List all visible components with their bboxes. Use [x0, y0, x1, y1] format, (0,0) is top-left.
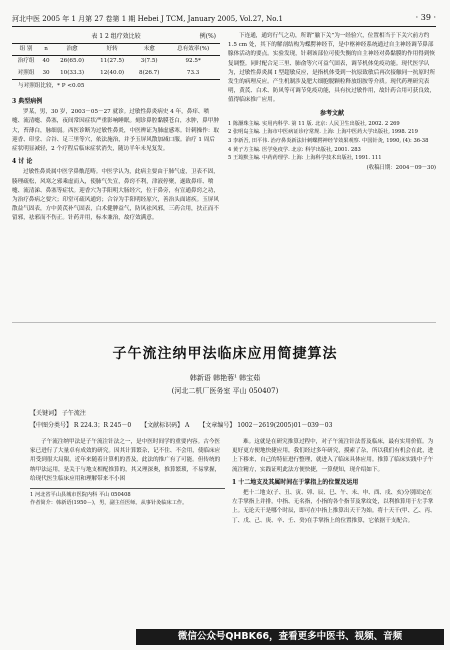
references-title: 参考文献	[319, 109, 344, 117]
article-id: 【文章编号】 1002－2619(2005)01－039－03	[199, 422, 333, 429]
table-header: 好转	[92, 44, 132, 56]
table-cell: 对照组	[12, 68, 40, 80]
table-cell: 11(27.5)	[100, 58, 125, 65]
document-code: 【文献标识码】 A	[141, 422, 190, 429]
table-note: 与对照组比较，* P <0.05	[18, 82, 85, 89]
running-header	[12, 12, 436, 27]
author-footnote: 1 河北省平山县城市医院内科 平山 050408 作者简介：韩新语(1950－)，男，副主任医师。从事针灸临床工作。	[30, 488, 225, 507]
table-header: 未愈	[132, 44, 166, 56]
reference-item: 3 李新吾, 田平伟. 治疗鼻炎新法针刺蝶腭神经节效果观察. 中国针灸, 1990, (4): 36-38	[228, 138, 429, 145]
article-left-column	[30, 438, 225, 507]
table-cell: 3(7.5)	[140, 58, 158, 65]
classification-line	[30, 420, 430, 429]
table-cell: 26(65.0)	[60, 58, 85, 65]
table-cell: 12(40.0)	[92, 68, 132, 80]
reference-item: 4 黄子方主编. 医学免疫学. 北京: 科学出版社, 2001. 283	[228, 146, 361, 153]
reference-item: 5 王筠默主编. 中药药理学. 上海: 上海科学技术出版社, 1991. 111	[228, 155, 382, 162]
article-divider	[12, 322, 436, 323]
table-cell: 73.3	[166, 68, 220, 80]
section-4-text: 过敏性鼻炎属中医学鼻鼽范畴。中医学认为，此病主要由于肺气虚，卫表不固，腠理疏松，风寒之邪乘虚而入，使肺气失宣，鼻窍不利，津液停聚，遂致鼻痒、喷嚏、流清涕、鼻塞等症状。迎香穴为手阳明大肠经穴，位于鼻旁，有宣通鼻窍之功，为治疗鼻病之要穴；印堂可疏风通窍；合谷为手阳明经原穴，善治头面诸疾。玉屏风散益气固表，方中黄芪补气固表，白术健脾益气，防风祛风邪，三药合用，扶正而不留邪，祛邪而不伤正。针药并用，标本兼治，故疗效满意。	[12, 169, 219, 222]
table-caption-row	[12, 32, 220, 41]
table-unit: 例(%)	[199, 33, 216, 40]
efficacy-table	[12, 43, 220, 80]
watermark-banner: 微信公众号QHBK66，查看更多中医书、视频、音频	[136, 629, 444, 645]
table-header: 总有效率(%)	[166, 44, 220, 56]
reference-item: 2 张明岛主编. 上海市中医病证诊疗常规. 上海: 上海中医药大学出版社, 1998. 219	[228, 129, 418, 136]
article-right-column	[232, 438, 436, 526]
left-column	[12, 32, 220, 224]
keywords: 【关键词】 子午流注	[30, 410, 86, 417]
table-header: n	[40, 44, 52, 56]
received-date: (收稿日期：2004－09－30)	[366, 164, 436, 171]
article-affiliation: (河北二机厂医务室 平山 050407)	[171, 387, 279, 395]
discussion-continued: 下连通，通窍行气之功，所谓“腧下关”为一经验穴，位置相当于下关穴前方约 1.5 cm 处，其下的解剖结构为蝶腭神经节，是中枢神经系统通过自主神经调节鼻部腺体活动的要点。实验发现，针刺该部位可使失衡的自主神经对鼻黏膜的作用得到恢复调整。同时配合足三里、肺俞等穴可益气固表，调节机体免疫功能。现代医学认为，过敏性鼻炎属 I 型超敏反应，是指机体受到一抗原致敏后再次接触同一抗原时所发生的病理反应。产生机制涉及肥大细胞脱颗粒释放组胺等介质。现代药理研究表明，黄芪、白术、防风等可调节免疫功能，具有抗过敏作用，故针药合用可获良效，值得临床推广应用。	[228, 33, 436, 104]
journal-info: 河北中医 2005 年 1 月第 27 卷第 1 期 Hebei J TCM, January 2005, Vol.27, No.1	[12, 15, 283, 23]
right-column	[228, 32, 436, 173]
table-cell: 10(33.3)	[52, 68, 92, 80]
table-row	[12, 56, 220, 68]
class-number: 【中图分类号】 R 224.3；R 245－0	[30, 422, 132, 429]
table-caption: 表 1 2 组疗效比较	[91, 33, 141, 40]
intro-right-text: 难。这就是在研究推算过程中，对子午流注针法普及临床，最有实用价值。为更好更方便地快捷应用，我们经过多年研究，摸索了杂，所以我们有机会在此，进上下移来，自己的特征进行整理，就进入了临床具体应用。推算了临床实践中子午流注精方，实践证明此法方便快捷，一算便知，现介绍如下。	[232, 439, 434, 473]
table-header: 组 别	[12, 44, 40, 56]
table-header-row	[12, 44, 220, 56]
table-row	[12, 68, 220, 80]
page-number: · 39 ·	[415, 13, 436, 22]
table-cell: 40	[42, 58, 50, 65]
subsection-text: 把十二地支(子、丑、寅、卯、辰、巳、午、未、申、酉、戌、亥)分别固定在左手掌指上并排，中指、无名指，小指的各个指节及掌纹处，以利推算用于左手掌上。无论天干是哪个时辰，即可在中指上推算出天干为始。将十天干(甲、乙、丙、丁、戊、己、庚、辛、壬、癸)在手掌指上的位置推算，它依据干支配合。	[232, 490, 436, 524]
subsection-title: 1 十二地支及其属时间在于掌指上的位置及运用	[232, 478, 359, 486]
table-cell: 92.5*	[185, 58, 201, 65]
intro-left-text: 子午流注纳甲法是子午流注针法之一，是中医时间学的重要内容。古今医家已进行了大量卓有成效的研究。因其计算繁杂，记不住、不会用，使临床应用受到很大局限，近年来随着计算机的普及，此法的推广有了可能。但传统的纳甲法运用，是关于与地支相配推算的，其又理深奥，推算繁琐，不易掌握，给现代医生临床应用和理解带来不小困	[30, 439, 221, 482]
section-3-text: 罗某，男，30 岁，2003－05－27 就诊。过敏性鼻炎病史 4 年，鼻痒、喷嚏、流清嚏、鼻塞，夜间常因症状严重影响睡眠。刻诊鼻腔黏膜苍白，水肿，鼻甲肿大，苔薄白，脉细弱。西医诊断为过敏性鼻炎，中医辨证为肺虚感寒。针刺操作：取迎香、印堂、合谷、足三里等穴，依法施治，并予玉屏风散加减口服。治疗 1 周后症状明显减轻，2 个疗程后临床症状消失，随访半年未见复发。	[12, 109, 219, 153]
section-3-title: 3 典型病例	[12, 98, 43, 106]
section-4-title: 4 讨 论	[12, 158, 33, 166]
reference-item: 1 陈灏珠主编. 实用内科学. 第 11 版. 北京: 人民卫生出版社, 2002. 2 269	[228, 120, 400, 127]
table-header: 治愈	[52, 44, 92, 56]
table-cell: 30	[40, 68, 52, 80]
article-authors: 韩新语 韩艳蓉¹ 韩宝茹	[189, 374, 261, 382]
table-cell: 治疗组	[17, 58, 35, 65]
article-title: 子午流注纳甲法临床应用简捷算法	[112, 346, 338, 362]
table-cell: 8(26.7)	[132, 68, 166, 80]
